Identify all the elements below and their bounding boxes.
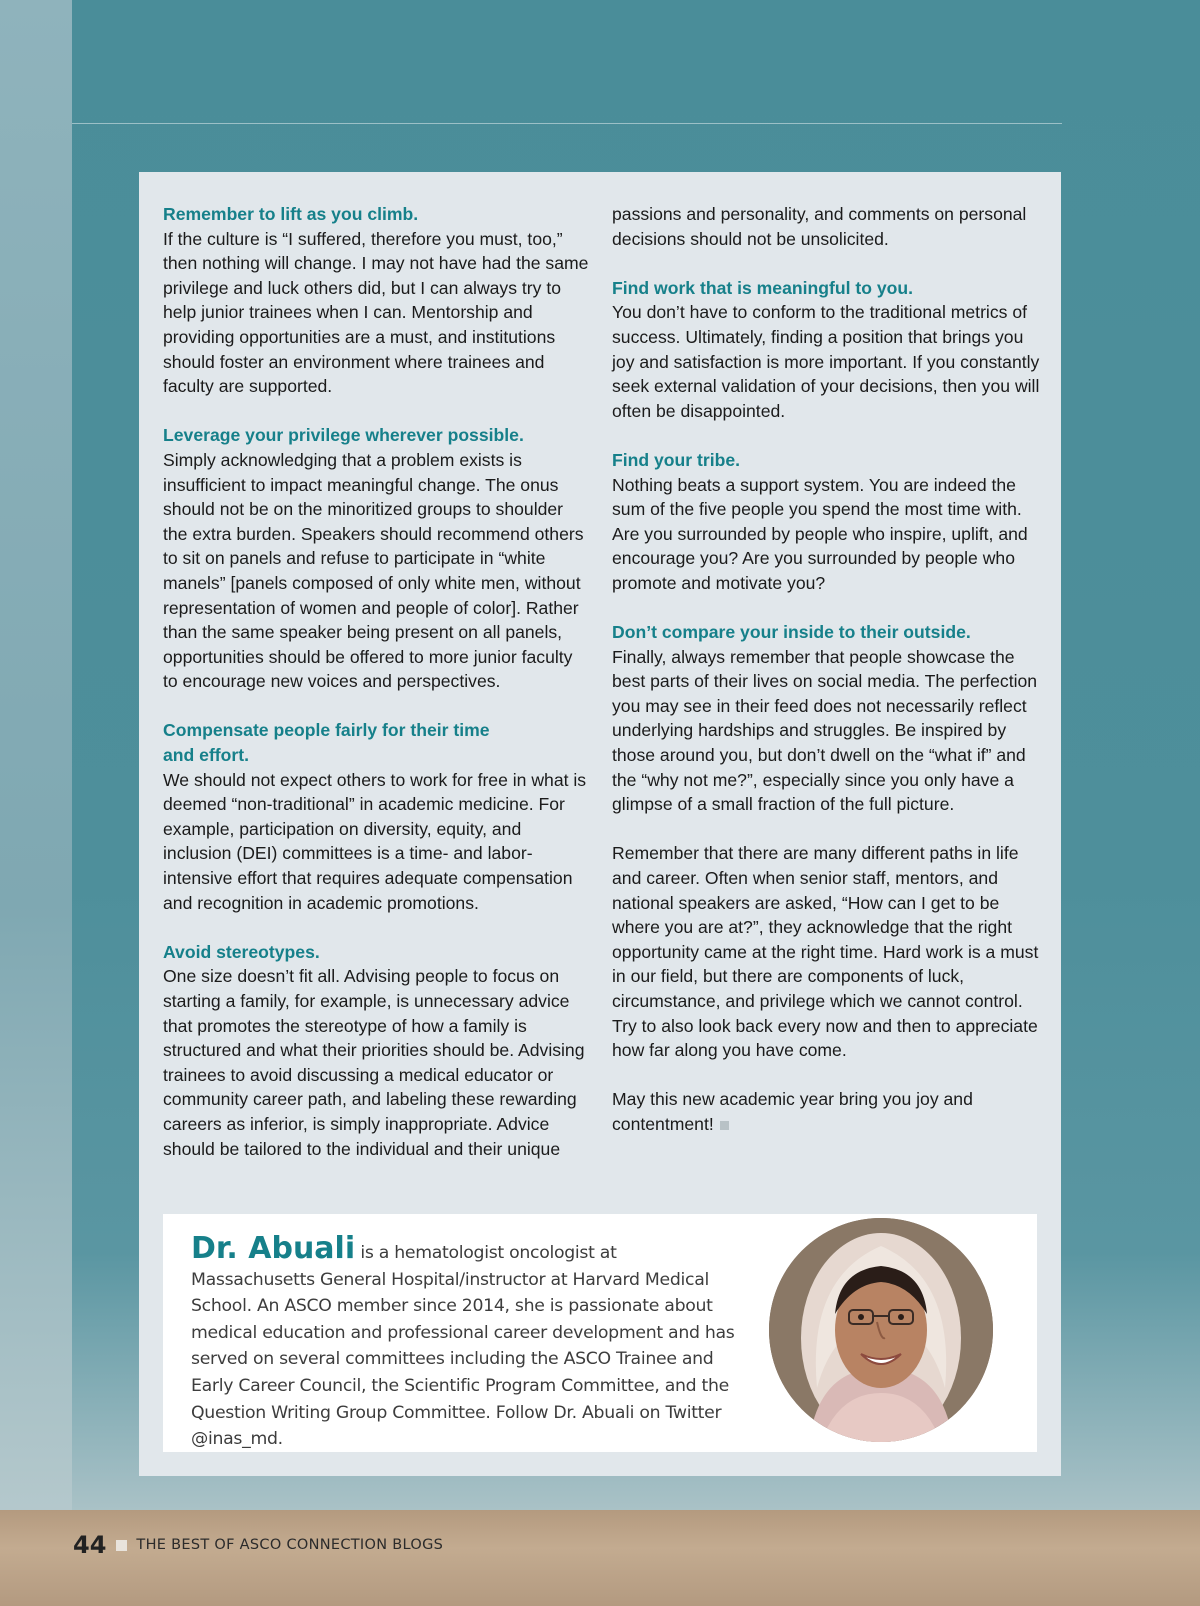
final-line: May this new academic year bring you joy and contentment!	[612, 1089, 973, 1134]
closing-paragraph: Remember that there are many different paths in life and career. Often when senior staff, mentors, and national speakers are asked, “How can I get to be where you are at?”, they acknowledge that the right opportunity came at the right time. Hard work is a must in our field, but there are components of luck, circumstance, and privilege which we cannot control. Try to also look back every now and then to appreciate how far along you have come.	[612, 843, 1039, 1061]
section-body: One size doesn’t fit all. Advising people to focus on starting a family, for example, is unnecessary advice that promotes the stereotype of how a family is structured and what their priorities should be. Advising trainees to avoid discussing a medical educator or community career path, and labeling these rewarding careers as inferior, is simply inappropriate. Advice should be tailored to the individual and their unique	[163, 966, 585, 1159]
section-body: You don’t have to conform to the traditional metrics of success. Ultimately, finding a position that brings you joy and satisfaction is more important. If you constantly seek external validation of your decisions, then you will often be disappointed.	[612, 302, 1040, 421]
article-column-left	[163, 202, 591, 1186]
author-name: Dr. Abuali	[191, 1231, 356, 1266]
article-column-right	[612, 202, 1044, 1161]
article-section	[612, 1087, 1044, 1136]
article-section	[612, 620, 1044, 817]
article-section	[163, 718, 591, 915]
author-bio-box	[163, 1214, 1037, 1452]
section-body: Finally, always remember that people showcase the best parts of their lives on social media. The perfection you may see in their feed does not necessarily reflect underlying hardships and struggles. Be inspired by those around you, but don’t dwell on the “what if” and the “why not me?”, especially since you only have a glimpse of a small fraction of the full picture.	[612, 646, 1038, 815]
author-portrait-illustration	[769, 1218, 993, 1442]
article-section	[612, 276, 1044, 424]
article-panel	[139, 172, 1061, 1476]
page-footer	[0, 1510, 1200, 1606]
article-section	[163, 940, 591, 1161]
final-line-wrap	[612, 1087, 1044, 1136]
author-photo	[769, 1218, 993, 1442]
article-section	[612, 202, 1044, 251]
section-body: Simply acknowledging that a problem exists is insufficient to impact meaningful change. The onus should not be on the minoritized groups to shoulder the extra burden. Speakers should recommend others to sit on panels and refuse to participate in “white manels” [panels composed of only white men, without representation of women and people of color]. Rather than the same speaker being present on all panels, opportunities should be offered to more junior faculty to encourage new voices and perspectives.	[163, 449, 584, 692]
article-section	[163, 423, 591, 694]
author-bio	[191, 1231, 737, 1453]
end-of-article-icon	[720, 1121, 729, 1130]
article-section	[612, 841, 1044, 1062]
footer-content	[73, 1530, 443, 1560]
left-decorative-strip	[0, 0, 72, 1510]
page-number: 44	[73, 1531, 107, 1559]
section-heading: Don’t compare your inside to their outside.	[612, 622, 971, 643]
top-divider	[72, 123, 1062, 124]
footer-separator-icon	[116, 1540, 127, 1551]
section-body: We should not expect others to work for free in what is deemed “non-traditional” in academic medicine. For example, participation on diversity, equity, and inclusion (DEI) committees is a time- and labor-intensive effort that requires adequate compensation and recognition in academic promotions.	[163, 769, 587, 913]
article-section	[612, 448, 1044, 596]
section-body: If the culture is “I suffered, therefore you must, too,” then nothing will change. I may not have had the same privilege and luck others did, but I can always try to help junior trainees when I can. Mentorship and providing opportunities are a must, and institutions should foster an environment where trainees and faculty are supported.	[163, 228, 589, 397]
section-body: Nothing beats a support system. You are indeed the sum of the five people you spend the most time with. Are you surrounded by people who inspire, uplift, and encourage you? Are you surrounded by people who promote and motivate you?	[612, 474, 1028, 593]
section-heading: Avoid stereotypes.	[163, 941, 320, 962]
section-heading: Remember to lift as you climb.	[163, 204, 419, 224]
section-heading: Find your tribe.	[612, 449, 741, 470]
article-section	[163, 202, 591, 399]
publication-title: THE BEST OF ASCO CONNECTION BLOGS	[136, 1537, 444, 1553]
section-heading: Compensate people fairly for their time and effort.	[163, 720, 490, 766]
continuation-text: passions and personality, and comments on personal decisions should not be unsolicited.	[612, 204, 1027, 249]
section-heading: Find work that is meaningful to you.	[612, 277, 914, 298]
author-bio-text: is a hematologist oncologist at Massachusetts General Hospital/instructor at Harvard Medical School. An ASCO member since 2014, she is passionate about medical education and professional career development and has served on several committees including the ASCO Trainee and Early Career Council, the Scientific Program Committee, and the Question Writing Group Committee. Follow Dr. Abuali on Twitter @inas_md.	[191, 1243, 735, 1450]
section-heading: Leverage your privilege wherever possible.	[163, 425, 524, 446]
